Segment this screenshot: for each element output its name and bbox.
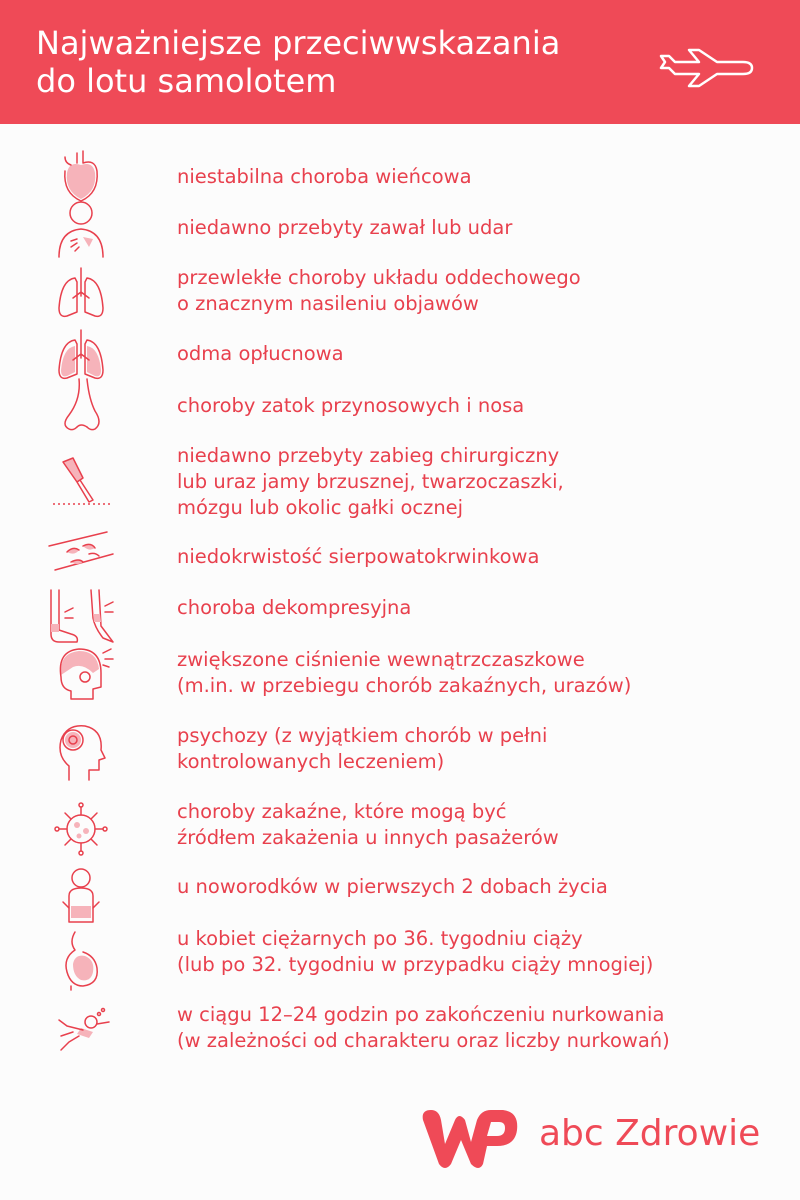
logo-text: abc Zdrowie bbox=[539, 1113, 761, 1154]
item-text: choroby zakaźne, które mogą być źródłem zakażenia u innych pasażerów bbox=[177, 800, 559, 849]
item-text: niedawno przebyty zabieg chirurgiczny lub uraz jamy brzusznej, twarzoczaszki, mózgu lub okolic gałki ocznej bbox=[177, 444, 564, 519]
blood-vessel-icon bbox=[43, 524, 119, 588]
wp-logo-icon bbox=[415, 1102, 521, 1174]
nose-icon bbox=[43, 373, 119, 437]
item-text: choroby zatok przynosowych i nosa bbox=[177, 394, 525, 417]
item-text: psychozy (z wyjątkiem chorób w pełni kontrolowanych leczeniem) bbox=[177, 724, 548, 773]
person-chest-pain-icon bbox=[43, 197, 119, 261]
item-text: zwiększone ciśnienie wewnątrzczaszkowe (m.in. w przebiegu chorób zakaźnych, urazów) bbox=[177, 648, 632, 697]
skull-icon bbox=[43, 643, 119, 707]
item-text: w ciągu 12–24 godzin po zakończeniu nurkowania (w zależności od charakteru oraz liczby nurkowań) bbox=[177, 1003, 670, 1052]
abc-zdrowie-logo bbox=[415, 1102, 775, 1174]
diver-icon bbox=[43, 1000, 119, 1064]
lungs-icon bbox=[43, 262, 119, 326]
item-text: niestabilna choroba wieńcowa bbox=[177, 165, 472, 188]
virus-icon bbox=[43, 797, 119, 861]
header-banner bbox=[0, 0, 800, 124]
item-text: u noworodków w pierwszych 2 dobach życia bbox=[177, 875, 608, 898]
item-text: niedokrwistość sierpowatokrwinkowa bbox=[177, 545, 540, 568]
item-text: niedawno przebyty zawał lub udar bbox=[177, 216, 513, 239]
title-line-2: do lotu samolotem bbox=[36, 62, 337, 100]
airplane-icon bbox=[655, 38, 755, 88]
head-mind-icon bbox=[43, 720, 119, 784]
pregnant-icon bbox=[43, 928, 119, 992]
scalpel-icon bbox=[43, 448, 119, 512]
title-line-1: Najważniejsze przeciwwskazania bbox=[36, 24, 561, 62]
item-text: choroba dekompresyjna bbox=[177, 596, 412, 619]
item-text: odma opłucnowa bbox=[177, 342, 344, 365]
item-text: przewlekłe choroby układu oddechowego o znacznym nasileniu objawów bbox=[177, 266, 581, 315]
newborn-icon bbox=[43, 864, 119, 928]
item-text: u kobiet ciężarnych po 36. tygodniu ciąży (lub po 32. tygodniu w przypadku ciąży mnogiej) bbox=[177, 927, 654, 976]
joint-pain-icon bbox=[43, 584, 119, 648]
page-title bbox=[36, 24, 636, 100]
